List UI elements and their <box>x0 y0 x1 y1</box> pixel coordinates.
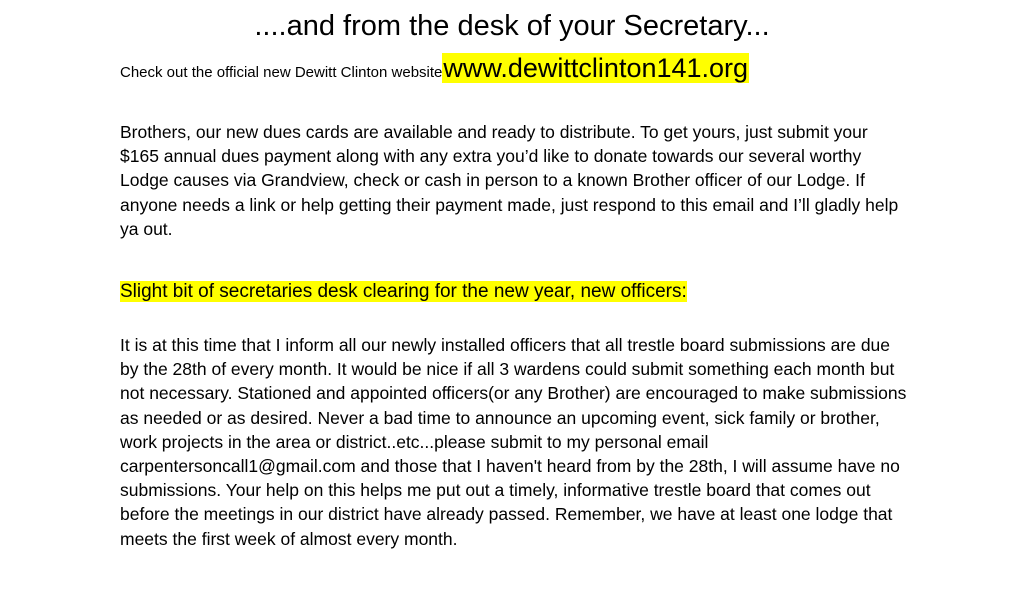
website-line <box>120 52 749 85</box>
section-heading-text: Slight bit of secretaries desk clearing for the new year, new officers: <box>120 281 687 302</box>
website-intro-text: Check out the official new Dewitt Clinton website <box>120 64 443 81</box>
dues-paragraph: Brothers, our new dues cards are available and ready to distribute. To get yours, just submit your $165 annual dues payment along with any extra you’d like to donate towards our several worthy Lodge causes via Grandview, check or cash in person to a known Brother officer of our Lodge. If anyone needs a link or help getting their payment made, just respond to this email and I’ll gladly help ya out. <box>120 122 899 239</box>
website-link[interactable]: www.dewittclinton141.org <box>443 53 749 83</box>
section-heading <box>120 280 687 304</box>
desk-clearing-paragraph: It is at this time that I inform all our newly installed officers that all trestle board submissions are due by the 28th of every month. It would be nice if all 3 wardens could submit something each month but not necessary. Stationed and appointed officers(or any Brother) are encouraged to make submissions as needed or as desired. Never a bad time to announce an upcoming event, sick family or brother, work projects in the area or district..etc...please submit to my personal email carpentersoncall1@gmail.com and those that I haven't heard from by the 28th, I will assume have no submissions. Your help on this helps me put out a timely, informative trestle board that comes out before the meetings in our district have already passed. Remember, we have at least one lodge that meets the first week of almost every month. <box>120 335 907 549</box>
page-title: ....and from the desk of your Secretary... <box>254 10 770 42</box>
